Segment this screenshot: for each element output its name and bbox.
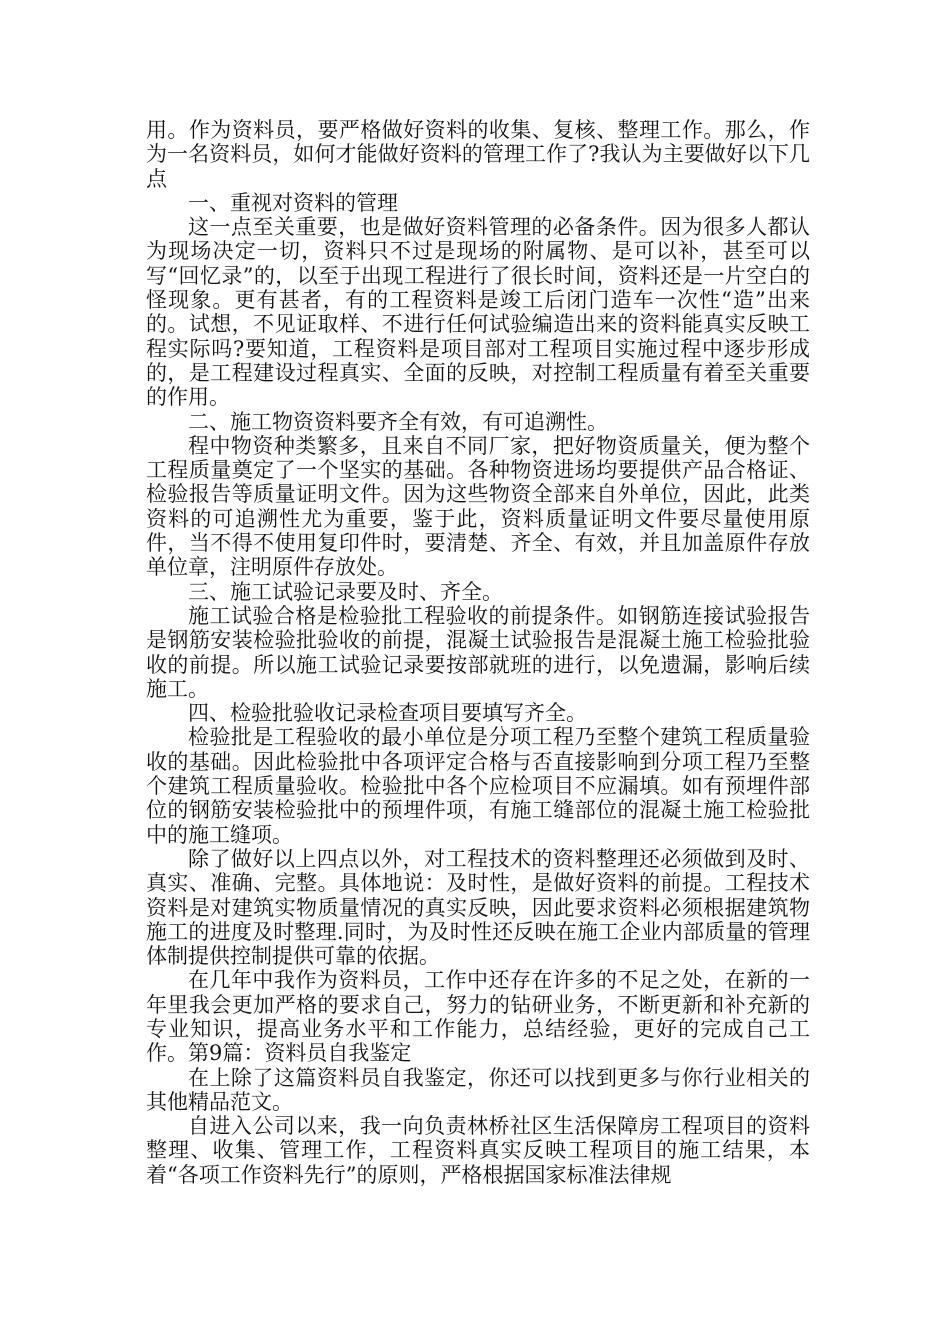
document-body	[146, 118, 810, 1187]
paragraph: 自进入公司以来，我一向负责林桥社区生活保障房工程项目的资料整理、收集、管理工作，工程资料真实反映工程项目的施工结果，本着“各项工作资料先行”的原则，严格根据国家标准法律规	[146, 1114, 810, 1187]
paragraph: 施工试验合格是检验批工程验收的前提条件。如钢筋连接试验报告是钢筋安装检验批验收的前提，混凝土试验报告是混凝土施工检验批验收的前提。所以施工试验记录要按部就班的进行，以免遗漏，影响后续施工。	[146, 603, 810, 701]
paragraph: 这一点至关重要，也是做好资料管理的必备条件。因为很多人都认为现场决定一切，资料只不过是现场的附属物、是可以补，甚至可以写“回忆录”的，以至于出现工程进行了很长时间，资料还是一片空白的怪现象。更有甚者，有的工程资料是竣工后闭门造车一次性“造”出来的。试想，不见证取样、不进行任何试验编造出来的资料能真实反映工程实际吗?要知道，工程资料是项目部对工程项目实施过程中逐步形成的，是工程建设过程真实、全面的反映，对控制工程质量有着至关重要的作用。	[146, 215, 810, 410]
paragraph: 检验批是工程验收的最小单位是分项工程乃至整个建筑工程质量验收的基础。因此检验批中各项评定合格与否直接影响到分项工程乃至整个建筑工程质量验收。检验批中各个应检项目不应漏填。如有预埋件部位的钢筋安装检验批中的预埋件项，有施工缝部位的混凝土施工检验批中的施工缝项。	[146, 725, 810, 847]
section-heading-4: 四、检验批验收记录检查项目要填写齐全。	[188, 701, 587, 726]
paragraph: 除了做好以上四点以外，对工程技术的资料整理还必须做到及时、真实、准确、完整。具体地说：及时性，是做好资料的前提。工程技术资料是对建筑实物质量情况的真实反映，因此要求资料必须根据建筑物施工的进度及时整理.同时，为及时性还反映在施工企业内部质量的管理体制提供控制提供可靠的依据。	[146, 846, 810, 969]
section-heading-3: 三、施工试验记录要及时、齐全。	[188, 579, 503, 604]
paragraph: 在几年中我作为资料员，工作中还存在许多的不足之处，在新的一年里我会更加严格的要求自己，努力的钻研业务，不断更新和补充新的专业知识，提高业务水平和工作能力，总结经验，更好的完成自己工作。第9篇：资料员自我鉴定	[146, 968, 810, 1066]
paragraph: 程中物资种类繁多，且来自不同厂家，把好物资质量关，便为整个工程质量奠定了一个坚实的基础。各种物资进场均要提供产品合格证、检验报告等质量证明文件。因为这些物资全部来自外单位，因此，此类资料的可追溯性尤为重要，鉴于此，资料质量证明文件要尽量使用原件，当不得不使用复印件时，要清楚、齐全、有效，并且加盖原件存放单位章，注明原件存放处。	[146, 433, 810, 580]
paragraph: 在上除了这篇资料员自我鉴定，你还可以找到更多与你行业相关的其他精品范文。	[146, 1065, 810, 1114]
paragraph-continuation: 用。作为资料员，要严格做好资料的收集、复核、整理工作。那么，作为一名资料员，如何才能做好资料的管理工作了?我认为主要做好以下几点	[146, 118, 810, 191]
section-heading-1: 一、重视对资料的管理	[188, 190, 398, 215]
section-heading-2: 二、施工物资资料要齐全有效，有可追溯性。	[188, 409, 608, 434]
